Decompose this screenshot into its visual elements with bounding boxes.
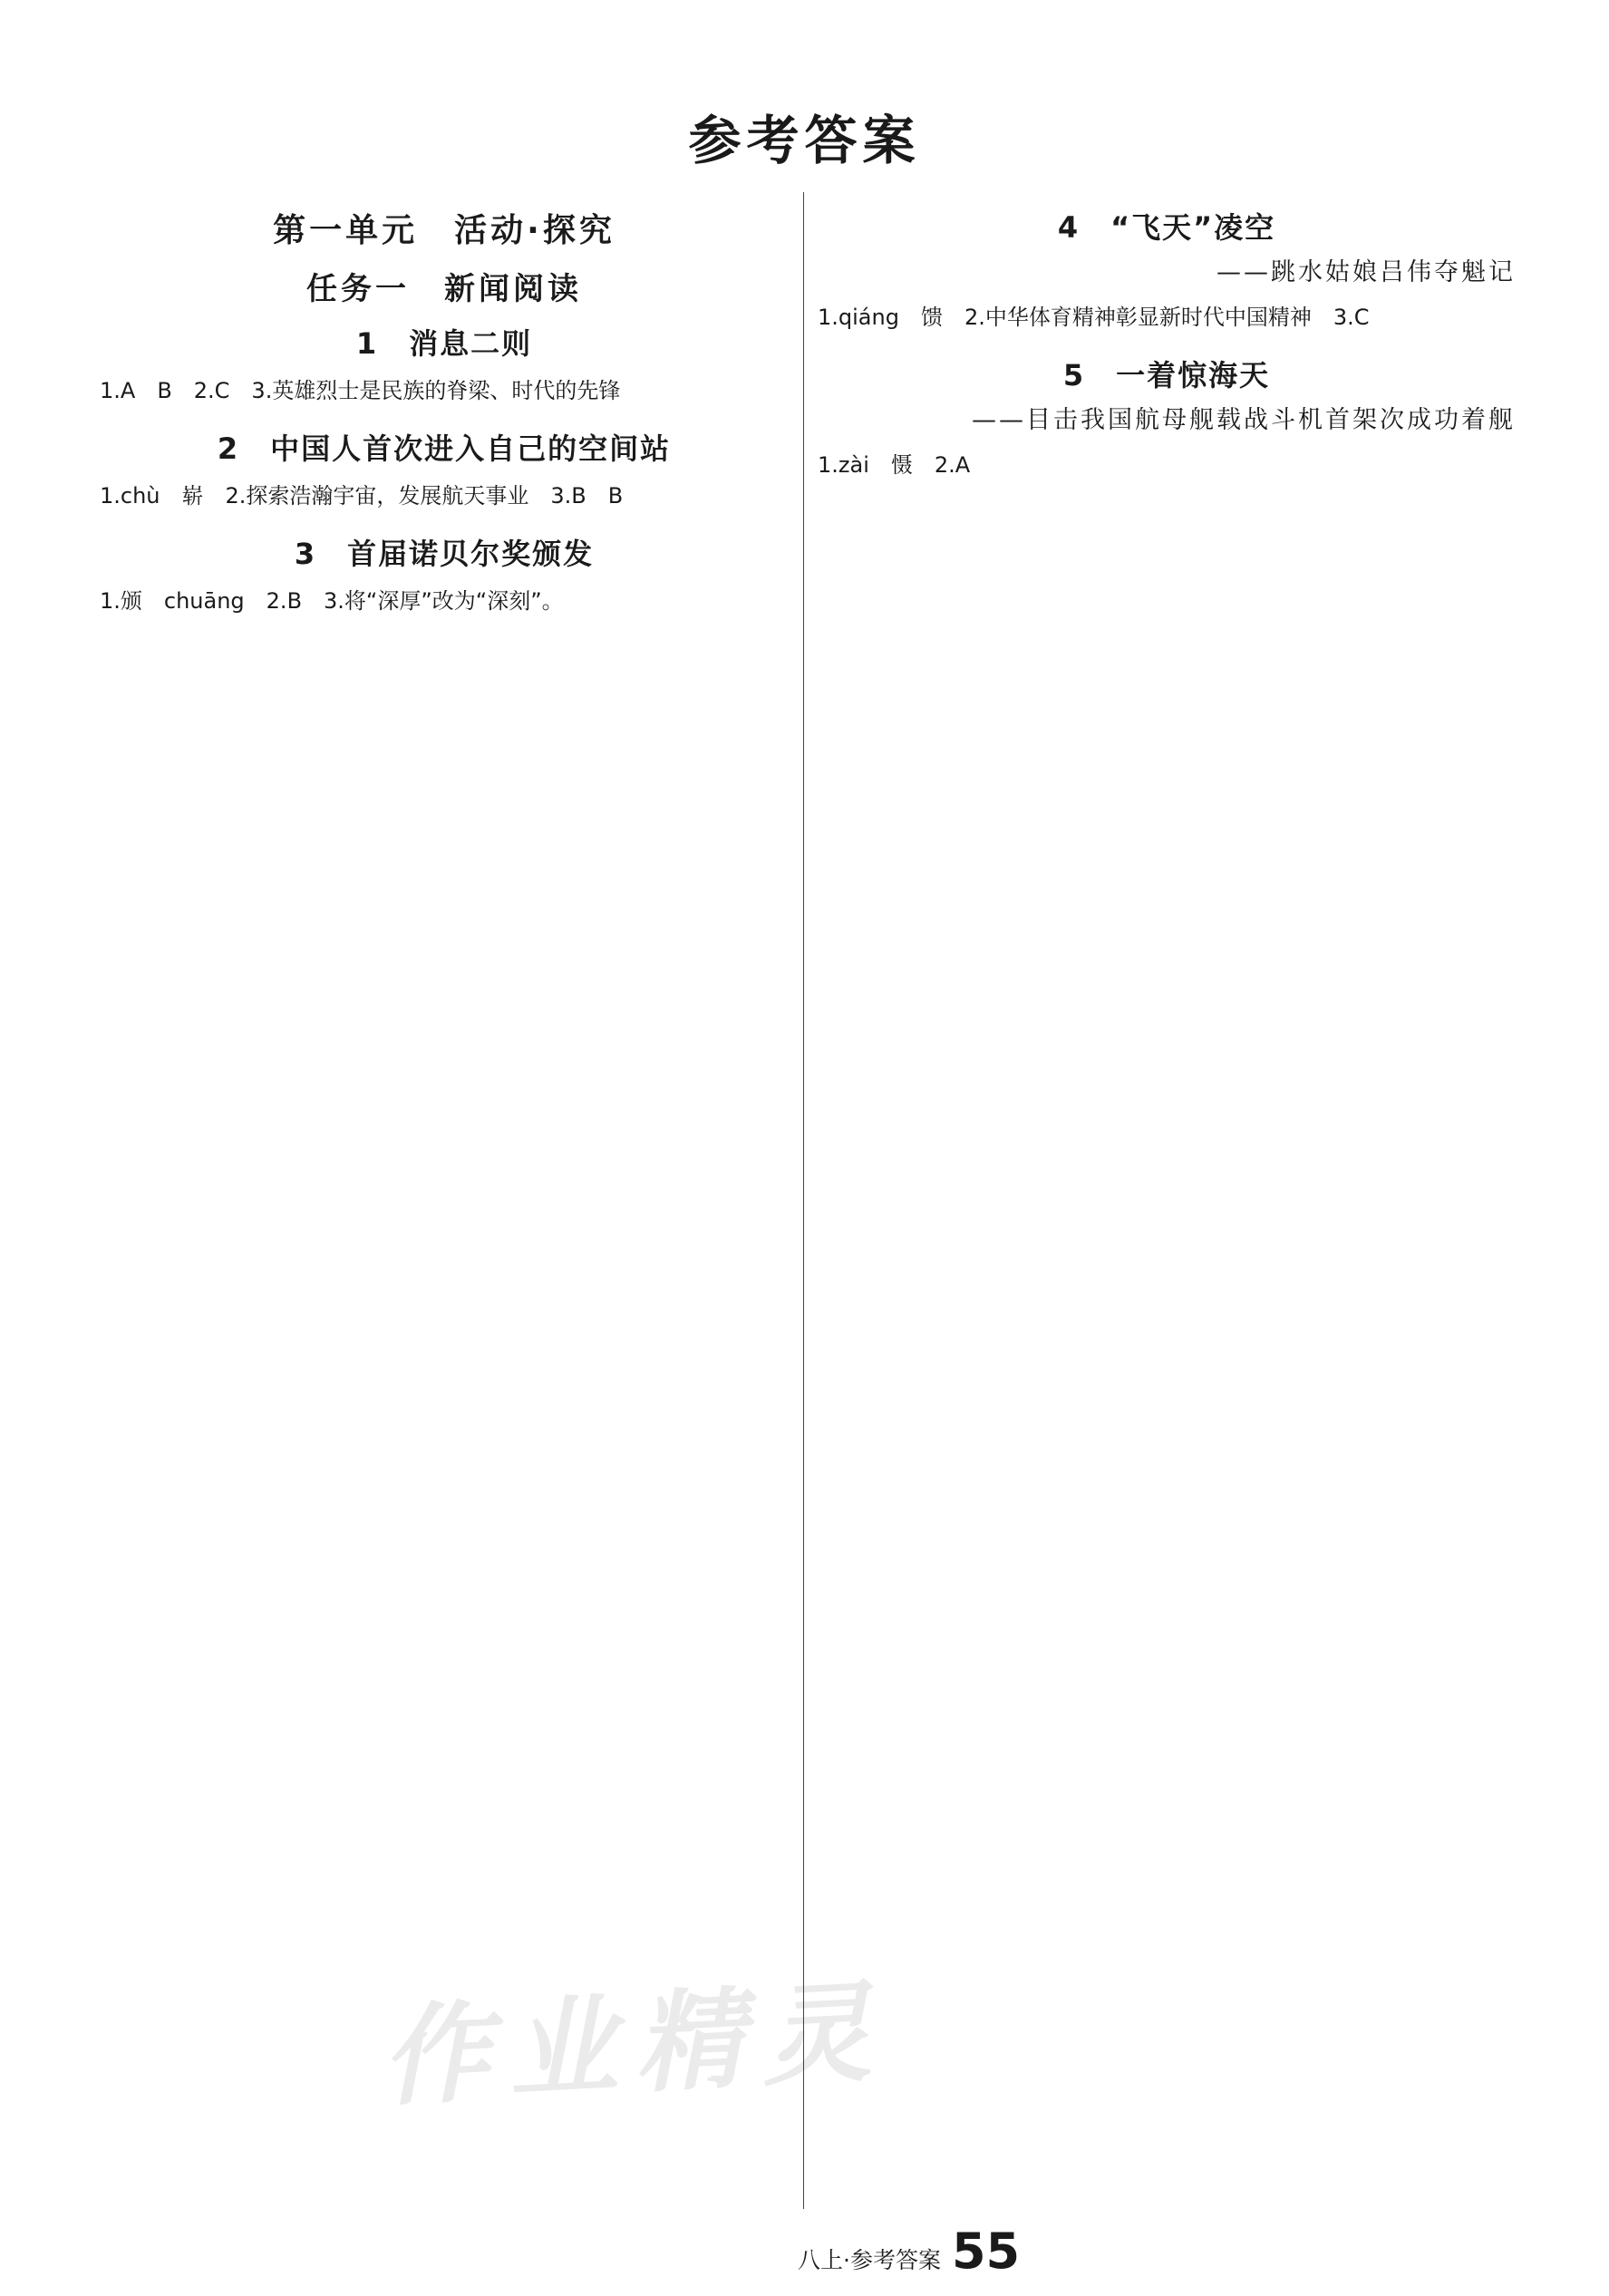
lesson-heading: 2 中国人首次进入自己的空间站: [217, 431, 672, 466]
answer-text: 1.qiáng 馈 2.中华体育精神彰显新时代中国精神 3.C: [818, 305, 1370, 330]
answer-text: 1.颁 chuāng 2.B 3.将“深厚”改为“深刻”。: [100, 588, 564, 614]
answer-paragraph: [818, 442, 1516, 488]
lesson-subtitle: ——目击我国航母舰载战斗机首架次成功着舰: [972, 406, 1516, 434]
lesson-subtitle: ——跳水姑娘吕伟夺魁记: [1216, 258, 1516, 286]
lesson-block: [818, 353, 1516, 488]
answer-paragraph: [100, 473, 789, 518]
answer-text: 1.zài 慑 2.A: [818, 452, 971, 478]
task-heading: 任务一 新闻阅读: [306, 271, 582, 307]
answer-text: 1.chù 崭 2.探索浩瀚宇宙，发展航天事业 3.B B: [100, 483, 624, 509]
page-number: 55: [951, 2223, 1021, 2280]
answer-text: 1.A B 2.C 3.英雄烈士是民族的脊梁、时代的先锋: [100, 378, 621, 403]
lesson-block: [100, 321, 789, 413]
page-footer: [798, 2223, 1020, 2280]
lesson-block: [818, 205, 1516, 340]
watermark: 作业精灵: [378, 1969, 892, 2122]
answer-paragraph: [818, 295, 1516, 340]
lesson-heading: 1 消息二则: [355, 326, 533, 361]
lesson-block: [100, 426, 789, 518]
column-divider: [803, 192, 804, 2209]
page-title: 参考答案: [688, 110, 921, 171]
unit-heading: 第一单元 活动·探究: [273, 212, 615, 249]
right-lessons: [818, 205, 1516, 488]
footer-label: 八上·参考答案: [798, 2247, 941, 2273]
lesson-block: [100, 531, 789, 624]
lesson-heading: 5 一着惊海天: [1062, 358, 1271, 392]
left-lessons: [100, 321, 789, 624]
right-column: [818, 192, 1516, 2209]
answer-paragraph: [100, 368, 789, 413]
lesson-heading: 3 首届诺贝尔奖颁发: [294, 537, 595, 571]
lesson-heading: 4 “飞天”凌空: [1057, 210, 1276, 245]
answer-paragraph: [100, 578, 789, 624]
left-column: [100, 192, 789, 2209]
